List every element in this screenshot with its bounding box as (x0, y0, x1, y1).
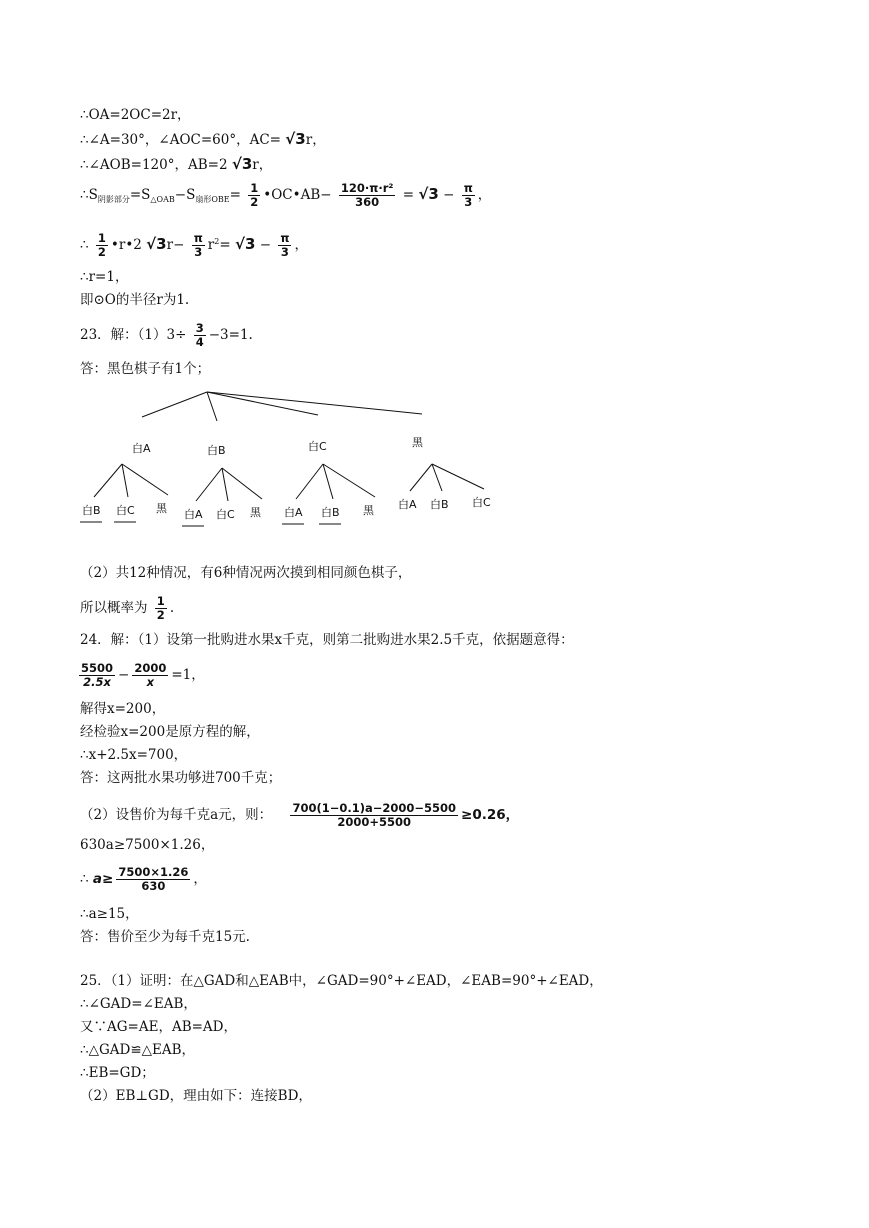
fraction-denominator: 3 (280, 245, 289, 259)
fraction (79, 662, 115, 689)
text-line: ∴r=1， (80, 269, 129, 285)
text-segment: . (169, 600, 175, 616)
tree-leaf-label: 白C (216, 508, 235, 521)
text-line: 即⊙O的半径r为1. (80, 292, 190, 308)
text-line: 又∵AG=AE，AB=AD， (80, 1019, 238, 1035)
text-segment: − (443, 187, 455, 203)
fraction-numerator: 120·π·r² (340, 181, 394, 195)
tree-branch-line (122, 464, 128, 497)
fraction-numerator: 2000 (134, 661, 167, 675)
fraction-denominator: 2000+5500 (337, 815, 412, 829)
text-segment: r− (166, 237, 185, 253)
text-line: ∴∠GAD=∠EAB， (80, 996, 197, 1012)
tree-node-label: 白B (207, 444, 226, 457)
tree-branch-line (296, 464, 323, 499)
tree-branch-line (196, 468, 222, 501)
text-line (80, 322, 253, 349)
text-line: ∴EB=GD； (80, 1065, 155, 1081)
tree-leaf-label: 白C (116, 504, 135, 517)
text-line (80, 182, 491, 209)
sqrt3: √3 (234, 235, 256, 253)
tree-branch-line (207, 392, 318, 415)
fraction (155, 595, 167, 622)
fraction-numerator: 7500×1.26 (118, 865, 189, 879)
text-segment: = (229, 187, 241, 203)
fraction (96, 232, 108, 259)
tree-branch-line (207, 392, 217, 421)
text-segment: ≥0.26， (461, 807, 520, 823)
text-line: （2）共12种情况，有6种情况两次摸到相同颜色棋子， (80, 565, 412, 581)
tree-node-label: 白A (132, 442, 151, 455)
tree-leaf-label: 黑 (250, 506, 261, 519)
fraction (248, 182, 260, 209)
tree-diagram (70, 382, 500, 532)
fraction-numerator: π (193, 231, 203, 245)
text-segment: r (207, 237, 215, 253)
tree-node-label: 黑 (412, 436, 423, 449)
text-segment: •OC•AB− (263, 187, 332, 203)
fraction-numerator: 5500 (81, 661, 114, 675)
text-segment: ， (193, 871, 207, 887)
text-line (80, 802, 519, 829)
text-segment: − (118, 667, 130, 683)
text-segment: 所以概率为 (80, 600, 148, 616)
tree-branch-line (207, 392, 422, 414)
subscript: 扇形OBE (195, 195, 230, 204)
text-segment: ∴ (80, 871, 89, 887)
tree-leaf-label: 黑 (363, 504, 374, 517)
text-line: 24．解：（1）设第一批购进水果x千克，则第二批购进水果2.5千克，依据题意得： (80, 632, 574, 648)
fraction-numerator: π (280, 231, 290, 245)
fraction (290, 802, 458, 829)
tree-branch-line (222, 468, 262, 499)
text-line: 答：黑色棋子有1个； (80, 361, 211, 377)
tree-node-label: 白C (308, 440, 327, 453)
text-segment: = (219, 237, 231, 253)
fraction-denominator: 4 (195, 335, 204, 349)
text-line: ∴△GAD≌△EAB， (80, 1042, 196, 1058)
text-segment: = (402, 187, 415, 203)
tree-branch-line (94, 464, 122, 497)
text-line: 630a≥7500×1.26， (80, 837, 215, 853)
tree-leaf-label: 白A (284, 506, 303, 519)
fraction-denominator: 630 (141, 879, 166, 893)
fraction-denominator: 360 (355, 195, 380, 209)
text-segment: a≥ (92, 871, 114, 887)
fraction-numerator: 1 (156, 594, 165, 608)
text-segment: ， (477, 187, 492, 203)
fraction (339, 182, 396, 209)
text-segment: ∴S (80, 187, 98, 203)
tree-branch-line (122, 464, 168, 495)
fraction (116, 866, 190, 893)
fraction (192, 232, 205, 259)
fraction-numerator: 700(1−0.1)a−2000−5500 (292, 801, 457, 815)
tree-branch-line (222, 468, 228, 501)
fraction-denominator-text: x (146, 675, 155, 689)
text-segment: =S (129, 187, 151, 203)
text-line: ∴a≥15， (80, 906, 139, 922)
text-segment: ， (294, 237, 308, 253)
tree-branch-line (410, 464, 432, 491)
sqrt3: √3 (285, 130, 306, 148)
tree-leaf-label: 黑 (156, 502, 167, 515)
text-line: 解得x=200， (80, 701, 166, 717)
text-line: ∴x+2.5x=700， (80, 747, 188, 763)
fraction-numerator: 3 (195, 321, 204, 335)
fraction (278, 232, 291, 259)
text-line (80, 232, 308, 259)
fraction (132, 662, 168, 689)
fraction-numerator: 1 (97, 231, 106, 245)
fraction-denominator: 2 (156, 608, 165, 622)
fraction-denominator: 3 (194, 245, 203, 259)
tree-leaf-label: 白B (321, 506, 340, 519)
fraction-denominator: 2 (250, 195, 259, 209)
sqrt3: √3 (146, 235, 167, 253)
fraction (462, 182, 475, 209)
sqrt3: √3 (418, 185, 439, 203)
text-line (80, 155, 272, 174)
text-segment: −S (174, 187, 196, 203)
fraction-denominator-text: 2.5x (83, 675, 111, 689)
text-segment: =1， (171, 667, 205, 683)
text-segment: r， (305, 132, 326, 148)
fraction-denominator (79, 676, 115, 689)
fraction-numerator: 1 (250, 181, 259, 195)
fraction-numerator: π (463, 181, 473, 195)
text-line (76, 662, 205, 689)
text-line: 答：售价至少为每千克15元. (80, 929, 250, 945)
text-segment: 23．解：（1）3÷ (80, 327, 187, 343)
text-line: 25．（1）证明：在△GAD和△EAB中，∠GAD=90°+∠EAD，∠EAB=90°+∠EAD， (80, 973, 603, 989)
text-segment: ∴∠A=30°，∠AOC=60°，AC= (80, 132, 281, 148)
text-segment: （2）设售价为每千克a元，则： (80, 807, 273, 823)
fraction-denominator (132, 676, 168, 689)
fraction-denominator: 2 (97, 245, 106, 259)
tree-leaf-label: 白B (430, 498, 449, 511)
text-line: ∴OA=2OC=2r， (80, 107, 191, 123)
sqrt3: √3 (231, 155, 253, 173)
text-line (80, 595, 174, 622)
fraction (194, 322, 206, 349)
subscript: △OAB (150, 195, 175, 204)
tree-leaf-label: 白A (398, 498, 417, 511)
text-line: 经检验x=200是原方程的解， (80, 724, 260, 740)
text-segment: r， (252, 157, 273, 173)
text-line: 答：这两批水果功够进700千克； (80, 770, 282, 786)
tree-leaf-label: 白A (184, 508, 203, 521)
fraction-denominator: 3 (464, 195, 473, 209)
text-line (80, 130, 326, 149)
text-segment: −3=1. (208, 327, 253, 343)
text-segment: ∴∠AOB=120°，AB=2 (80, 157, 228, 173)
text-segment: ∴ (80, 237, 89, 253)
tree-leaf-label: 白C (472, 496, 491, 509)
superscript: 2 (214, 237, 220, 246)
tree-leaf-label: 白B (82, 504, 101, 517)
text-segment: •r•2 (110, 237, 142, 253)
text-line: （2）EB⊥GD，理由如下：连接BD， (80, 1088, 312, 1104)
tree-branch-line (142, 392, 207, 417)
subscript: 阴影部分 (97, 195, 130, 204)
text-segment: − (259, 237, 272, 253)
text-line (80, 866, 207, 893)
